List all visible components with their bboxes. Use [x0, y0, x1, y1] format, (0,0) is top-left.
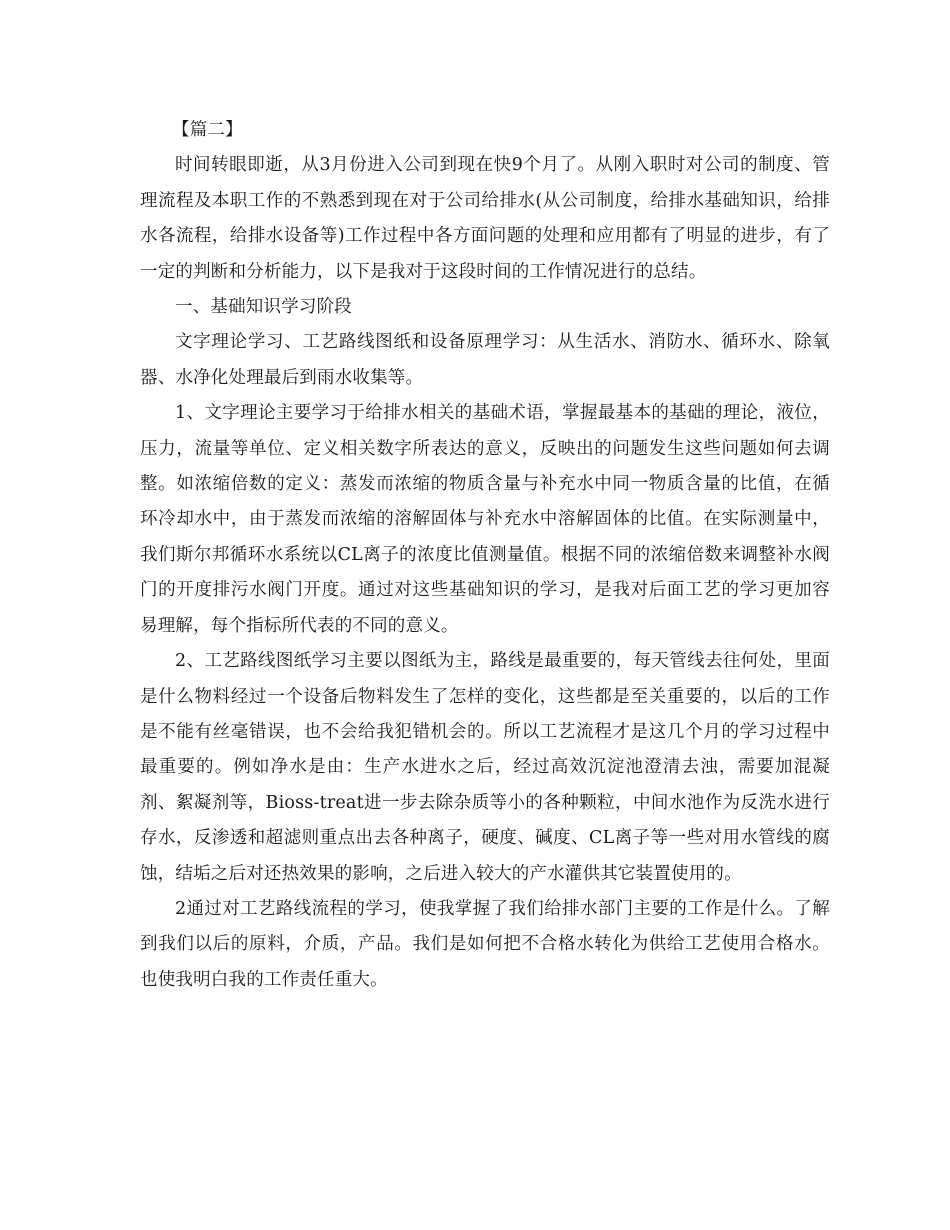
paragraph: 1、文字理论主要学习于给排水相关的基础术语，掌握最基本的基础的理论，液位，压力，流量等单位、定义相关数字所表达的意义，反映出的问题发生这些问题如何去调整。如浓缩倍数的定义：蒸发而浓缩的物质含量与补充水中同一物质含量的比值，在循环冷却水中，由于蒸发而浓缩的溶解固体与补充水中溶解固体的比值。在实际测量中，我们斯尔邦循环水系统以CL离子的浓度比值测量值。根据不同的浓缩倍数来调整补水阀门的开度排污水阀门开度。通过对这些基础知识的学习，是我对后面工艺的学习更加容易理解，每个指标所代表的不同的意义。 [140, 403, 830, 636]
section-heading: 一、基础知识学习阶段 [175, 297, 352, 318]
document-body [140, 113, 830, 998]
paragraph: 2、工艺路线图纸学习主要以图纸为主，路线是最重要的，每天管线去往何处，里面是什么物料经过一个设备后物料发生了怎样的变化，这些都是至关重要的，以后的工作是不能有丝毫错误，也不会给我犯错机会的。所以工艺流程才是这几个月的学习过程中最重要的。例如净水是由：生产水进水之后，经过高效沉淀池澄清去浊，需要加混凝剂、絮凝剂等，Bioss-treat进一步去除杂质等小的各种颗粒，中间水池作为反洗水进行存水，反渗透和超滤则重点出去各种离子，硬度、碱度、CL离子等一些对用水管线的腐蚀，结垢之后对还热效果的影响，之后进入较大的产水灌供其它装置使用的。 [140, 651, 830, 884]
paragraph: 文字理论学习、工艺路线图纸和设备原理学习：从生活水、消防水、循环水、除氧器、水净化处理最后到雨水收集等。 [140, 332, 830, 388]
paragraph: 2通过对工艺路线流程的学习，使我掌握了我们给排水部门主要的工作是什么。了解到我们以后的原料，介质，产品。我们是如何把不合格水转化为供给工艺使用合格水。也使我明白我的工作责任重大。 [140, 898, 830, 990]
section-tag: 【篇二】 [172, 120, 243, 140]
intro-paragraph: 时间转眼即逝，从3月份进入公司到现在快9个月了。从刚入职时对公司的制度、管理流程及本职工作的不熟悉到现在对于公司给排水(从公司制度，给排水基础知识，给排水各流程，给排水设备等)工作过程中各方面问题的处理和应用都有了明显的进步，有了一定的判断和分析能力，以下是我对于这段时间的工作情况进行的总结。 [140, 155, 830, 282]
